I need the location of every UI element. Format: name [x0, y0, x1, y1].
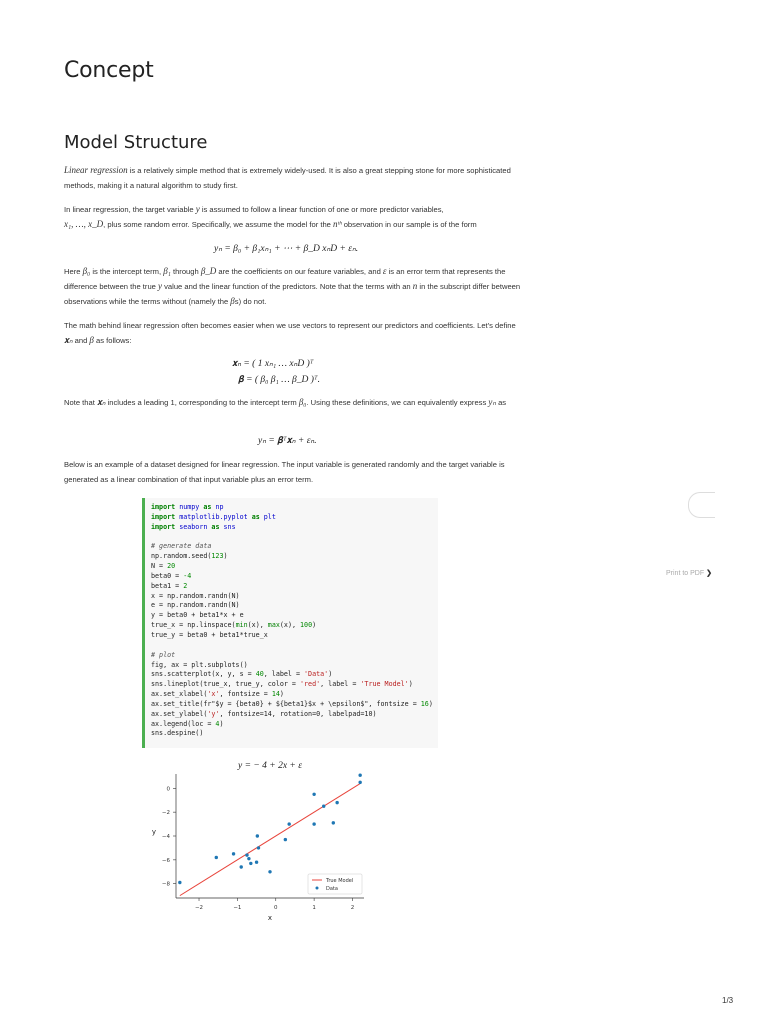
- data-point: [257, 846, 260, 849]
- data-point: [312, 822, 315, 825]
- page-heading: Concept: [64, 58, 154, 83]
- data-point: [322, 804, 325, 807]
- x-axis-label: x: [267, 914, 273, 922]
- code-line: [151, 533, 438, 543]
- paragraph-vectors: The math behind linear regression often becomes easier when we use vectors to represent our predictors and coefficients. Let's define 𝐱ₙ and β as follows:: [64, 321, 516, 345]
- code-line: ax.set_ylabel('y', fontsize=14, rotation=0, labelpad=10): [151, 709, 377, 718]
- equation-vector-model: yₙ = 𝛃ᵀ𝐱ₙ + εₙ.: [258, 436, 317, 446]
- print-to-pdf-link[interactable]: Print to PDF ❯: [666, 570, 712, 577]
- data-point: [332, 821, 335, 824]
- code-line: sns.despine(): [151, 729, 204, 738]
- y-tick-label: −2: [161, 810, 170, 817]
- code-line: ax.set_xlabel('x', fontsize = 14): [151, 690, 284, 699]
- data-point: [358, 773, 361, 776]
- data-point: [249, 862, 252, 865]
- code-line: beta0 = -4: [151, 571, 192, 580]
- data-point: [247, 857, 250, 860]
- code-line: fig, ax = plt.subplots(): [151, 660, 248, 669]
- code-block: [142, 498, 438, 748]
- code-line: true_y = beta0 + beta1*true_x: [151, 630, 268, 639]
- data-point: [256, 834, 259, 837]
- paragraph-note: Note that 𝐱ₙ includes a leading 1, corresponding to the intercept term β₀. Using these definitions, we can equivalently express yₙ as: [64, 397, 507, 407]
- chart-title: y = − 4 + 2x + ε: [238, 761, 302, 771]
- data-point: [287, 822, 290, 825]
- scatter-chart: [140, 756, 380, 924]
- data-point: [178, 881, 181, 884]
- paragraph-target: In linear regression, the target variable y is assumed to follow a linear function of one or more predictor variables, x₁, …, x_D, plus some random error. Specifically, we assume the model for the nᵗʰ observation in our sample is of the form: [64, 204, 477, 229]
- side-panel-toggle[interactable]: [688, 492, 715, 518]
- data-point: [255, 861, 258, 864]
- code-line: import numpy as np: [151, 503, 224, 511]
- data-point: [232, 852, 235, 855]
- page-number: 1/3: [722, 996, 734, 1005]
- data-point: [284, 838, 287, 841]
- code-line: import seaborn as sns: [151, 522, 236, 531]
- legend-label-true-model: True Model: [326, 878, 354, 884]
- y-tick-label: −6: [161, 857, 170, 864]
- code-line: y = beta0 + beta1*x + e: [151, 611, 244, 620]
- y-tick-label: −4: [161, 834, 170, 840]
- equation-x-vector: 𝐱ₙ = ( 1 xₙ₁ … xₙD )ᵀ: [232, 359, 314, 369]
- equation-beta-vector: 𝛃 = ( β₀ β₁ … β_D )ᵀ.: [238, 375, 320, 385]
- paragraph-example: Below is an example of a dataset designed for linear regression. The input variable is generated randomly and the target variable is generated as a linear combination of that input variable plus an error term.: [64, 460, 505, 484]
- code-line: x = np.random.randn(N): [151, 591, 240, 600]
- data-point: [240, 865, 243, 868]
- section-title: Model Structure: [64, 132, 208, 153]
- code-line: sns.scatterplot(x, y, s = 40, label = 'Data'): [151, 670, 333, 679]
- paragraph-intro: Linear regression is a relatively simple method that is extremely widely-used. It is also a great stepping stone for more sophisticated methods, making it a natural algorithm to study first.: [64, 165, 511, 190]
- code-line: # generate data: [151, 542, 212, 551]
- code-line: N = 20: [151, 562, 176, 571]
- term-linear-regression: Linear regression: [64, 165, 128, 175]
- data-point: [335, 801, 338, 804]
- x-tick-label: −1: [233, 905, 242, 911]
- code-line: ax.set_title(fr"$y = {beta0} + ${beta1}$x + \epsilon$", fontsize = 16): [151, 699, 433, 708]
- x-tick-label: 1: [312, 905, 316, 911]
- code-line: import matplotlib.pyplot as plt: [151, 512, 276, 521]
- data-point: [268, 870, 271, 873]
- data-point: [358, 781, 361, 784]
- legend-dot-marker: [316, 887, 319, 890]
- legend-label-data: Data: [326, 886, 338, 892]
- y-axis-label: y: [151, 828, 157, 836]
- y-tick-label: 0: [166, 786, 170, 793]
- code-line: e = np.random.randn(N): [151, 601, 240, 610]
- code-line: # plot: [151, 650, 176, 659]
- code-line: true_x = np.linspace(min(x), max(x), 100): [151, 621, 317, 630]
- code-line: ax.legend(loc = 4): [151, 719, 224, 728]
- code-line: np.random.seed(123): [151, 552, 228, 561]
- code-line: sns.lineplot(true_x, true_y, color = 'red', label = 'True Model'): [151, 680, 413, 689]
- x-tick-label: 0: [274, 905, 278, 911]
- data-point: [312, 793, 315, 796]
- chevron-right-icon: ❯: [706, 570, 712, 577]
- equation-model: yₙ = β₀ + β₁xₙ₁ + ⋯ + β_D xₙD + εₙ.: [214, 244, 359, 254]
- data-point: [215, 856, 218, 859]
- code-line: [151, 641, 438, 651]
- x-tick-label: 2: [350, 905, 355, 911]
- y-tick-label: −8: [161, 881, 170, 888]
- data-point: [245, 853, 248, 856]
- paragraph-terms: Here β₀ is the intercept term, β₁ through β_D are the coefficients on our feature variables, and ε is an error term that represents the difference between the true y value and the linear function of the predictors. Note that the terms with an n in the subscript differ between observations while the terms without (namely the βs) do not.: [64, 266, 521, 306]
- x-tick-label: −2: [194, 905, 204, 911]
- code-line: beta1 = 2: [151, 581, 188, 590]
